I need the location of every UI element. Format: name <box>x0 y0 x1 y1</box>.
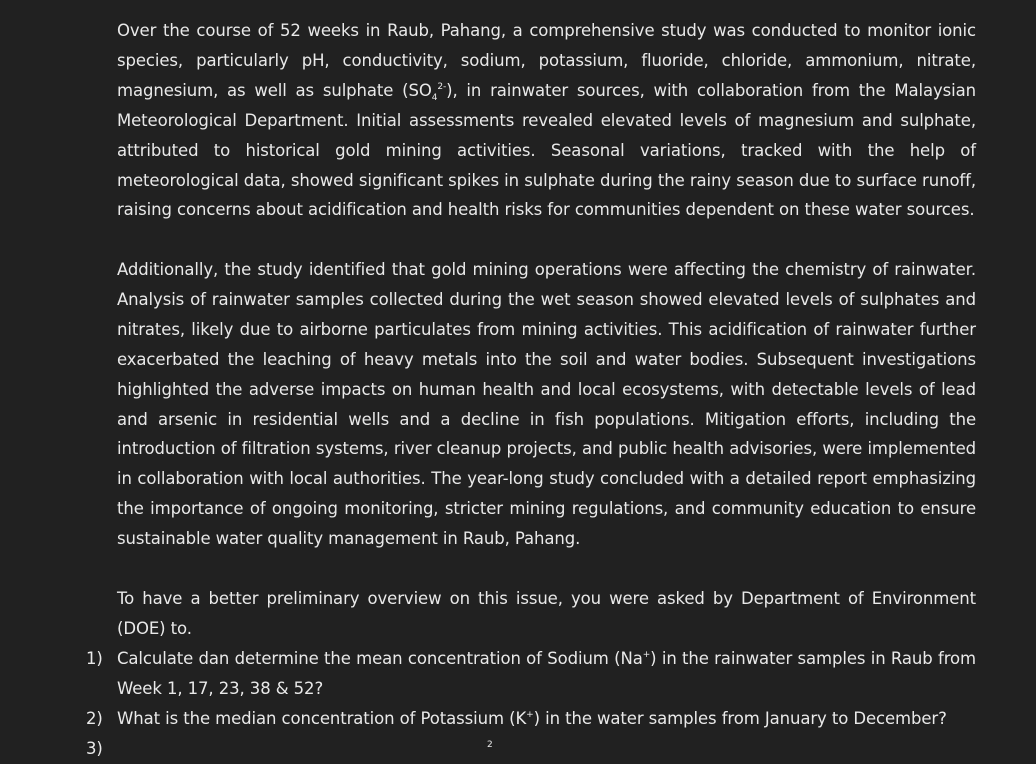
question-text-a: Calculate dan determine the mean concentration of Sodium (Na <box>117 649 643 668</box>
question-number: 1) <box>86 649 103 668</box>
question-text-a: What is the median concentration of Potassium (K <box>117 709 527 728</box>
paragraph-1-text-b: ), in rainwater sources, with collaboration from the Malaysian Meteorological Department. Initial assessments revealed elevated levels of magnesium and sulphate, attributed to historical gold mining activities. Seasonal variations, tracked with the help of meteorological data, showed significant spikes in sulphate during the rainy season due to surface runoff, raising concerns about acidification and health risks for communities dependent on these water sources. <box>117 80 976 220</box>
question-text-b: ) in the rainwater samples in Raub from Week 1, 17, 23, 38 & 52? <box>117 649 976 698</box>
sulphate-charge-superscript: 2- <box>437 81 447 92</box>
ion-charge-superscript: + <box>642 650 651 660</box>
question-number: 2) <box>86 709 103 728</box>
question-item <box>86 704 976 734</box>
paragraph-mining-impact: Additionally, the study identified that gold mining operations were affecting the chemistry of rainwater. Analysis of rainwater samples collected during the wet season showed elevated levels of sulphates and nitrates, likely due to airborne particulates from mining activities. This acidification of rainwater further exacerbated the leaching of heavy metals into the soil and water bodies. Subsequent investigations highlighted the adverse impacts on human health and local ecosystems, with detectable levels of lead and arsenic in residential wells and a decline in fish populations. Mitigation efforts, including the introduction of filtration systems, river cleanup projects, and public health advisories, were implemented in collaboration with local authorities. The year-long study concluded with a detailed report emphasizing the importance of ongoing monitoring, stricter mining regulations, and community education to ensure sustainable water quality management in Raub, Pahang. <box>117 260 976 549</box>
question-item <box>86 734 976 764</box>
paragraph-study-overview <box>117 16 976 225</box>
paragraph-1-text-a: Over the course of 52 weeks in Raub, Pahang, a comprehensive study was conducted to monitor ionic species, particularly pH, conductivity, sodium, potassium, fluoride, chloride, ammonium, nitrate, magnesium, as well as sulphate (SO <box>117 21 976 100</box>
sulphate-subscript: 4 <box>431 92 438 103</box>
question-number: 3) <box>86 739 103 758</box>
question-item <box>86 644 976 704</box>
paragraph-doe-request: To have a better preliminary overview on this issue, you were asked by Department of Environment (DOE) to. <box>117 589 976 638</box>
ion-charge-superscript: 2 <box>487 740 493 750</box>
question-text-b: ) in the water samples from January to December? <box>533 709 947 728</box>
ion-charge-superscript: + <box>526 710 534 720</box>
